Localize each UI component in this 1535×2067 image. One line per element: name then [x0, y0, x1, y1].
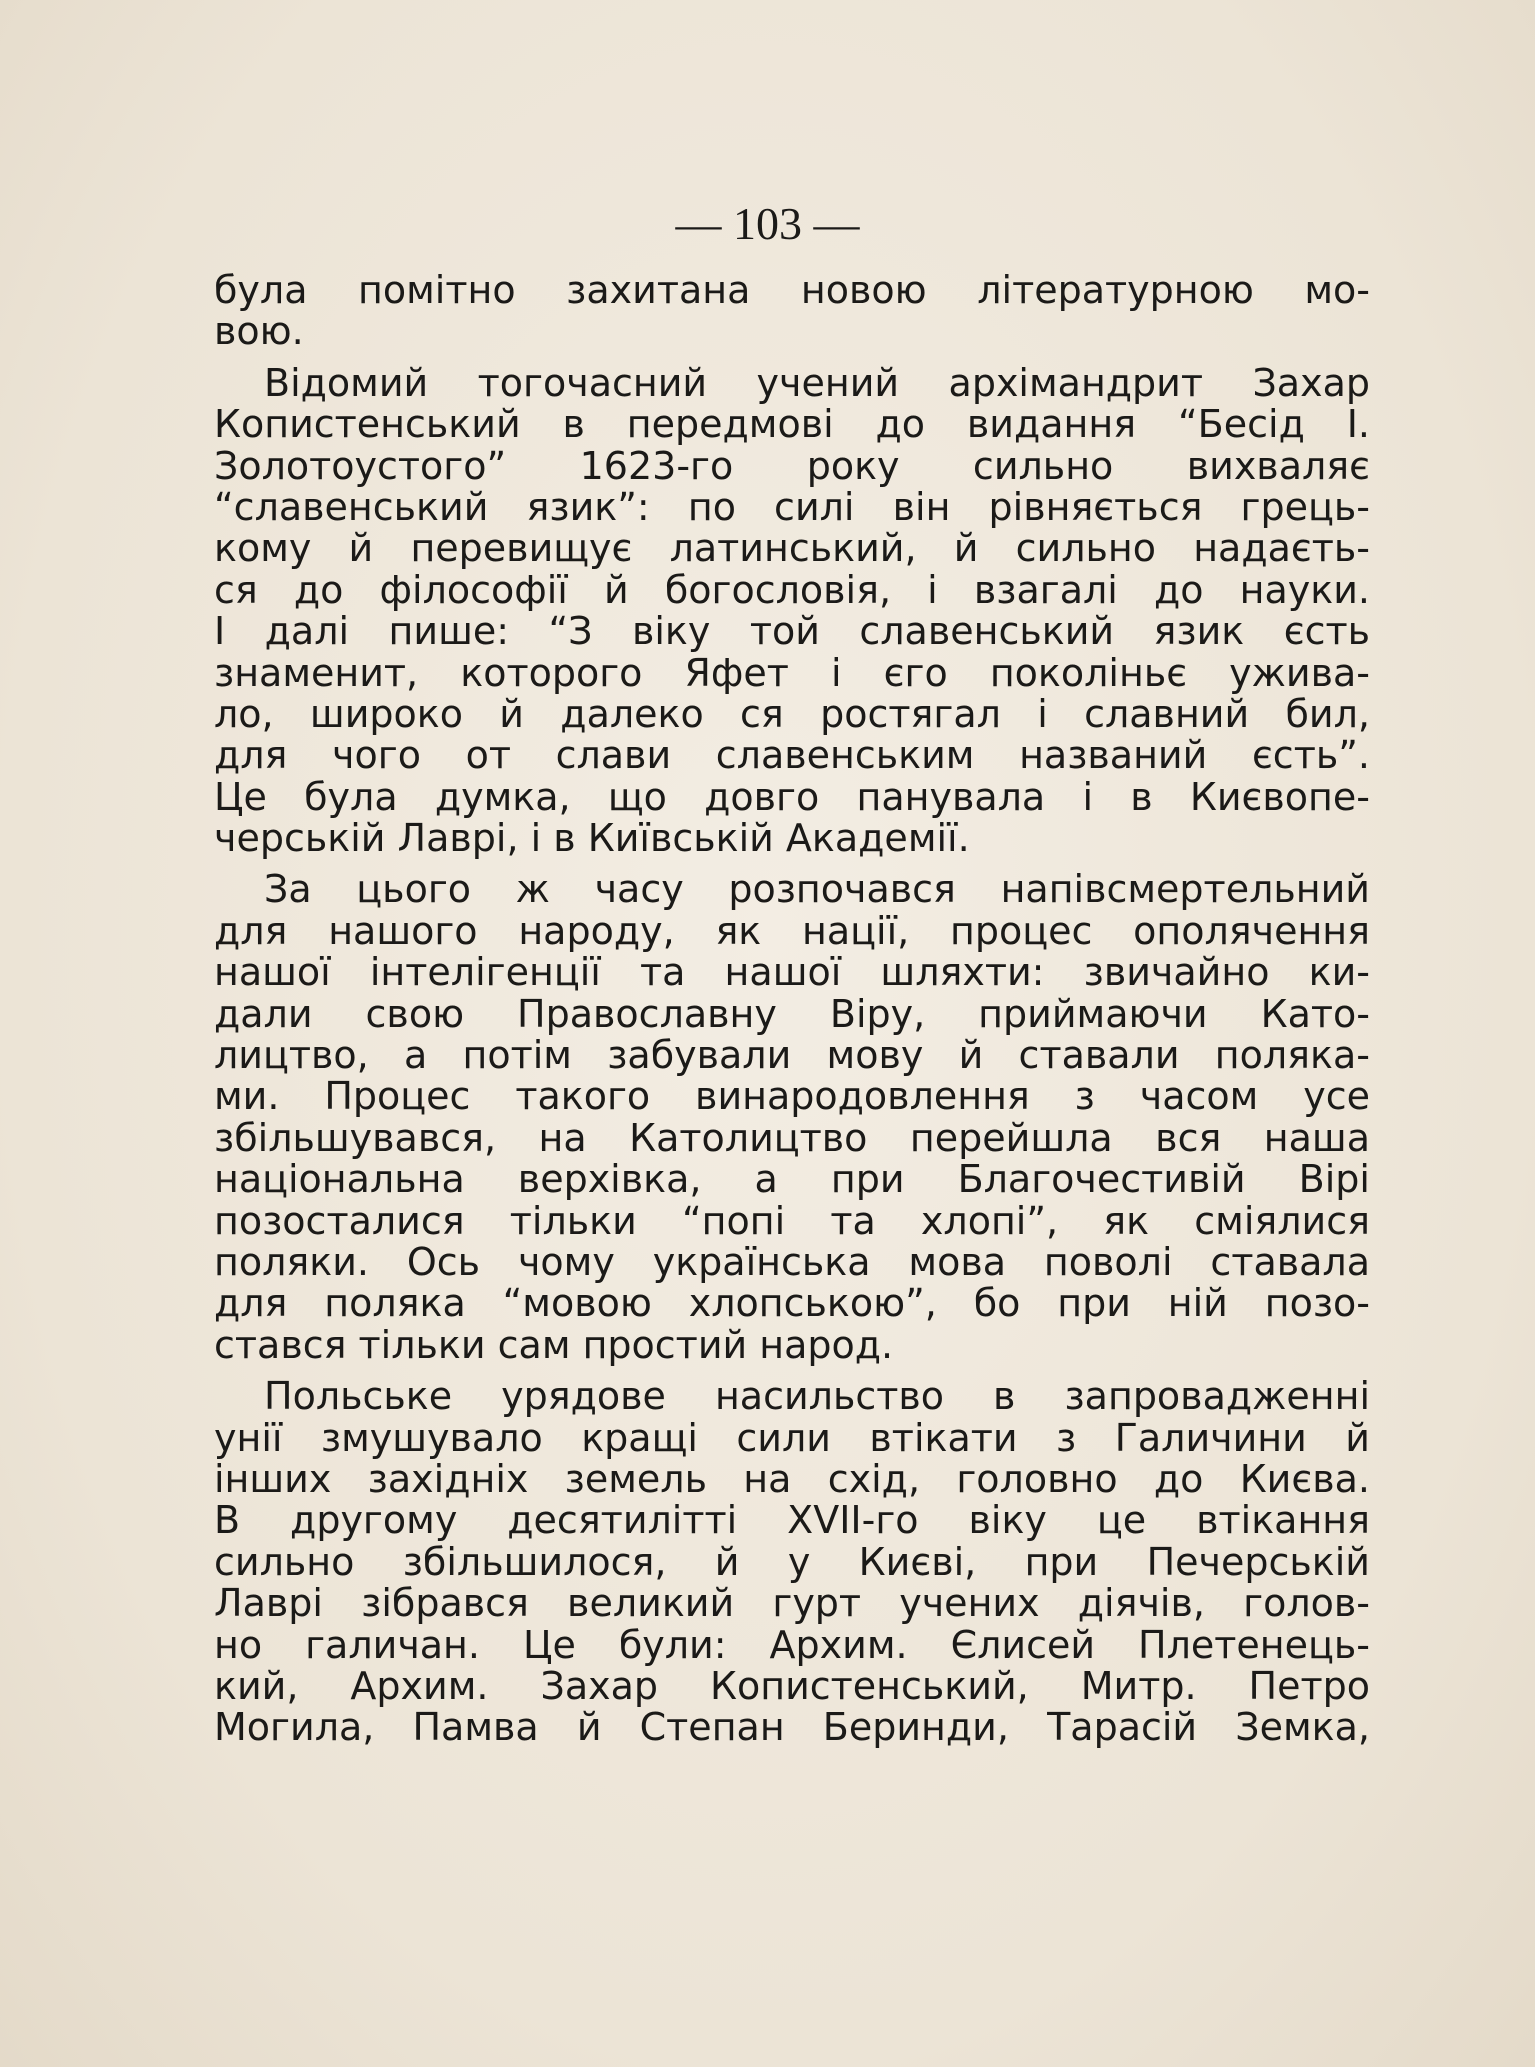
text-line: За цього ж часу розпочався напівсмертельний [264, 867, 1370, 912]
text-line: Лаврі зібрався великий гурт учених діячів, голов- [214, 1581, 1370, 1626]
text-line: Могила, Памва й Степан Беринди, Тарасій Земка, [214, 1705, 1370, 1750]
paragraph [214, 869, 1370, 1366]
paragraph [214, 1376, 1370, 1749]
text-line: була помітно захитана новою літературною мо- [214, 268, 1370, 312]
text-line: Польське урядове насильство в запровадженні [264, 1374, 1370, 1419]
paragraph [214, 360, 1370, 861]
text-line: знаменит, которого Яфет і єго поколіньє ужива- [214, 650, 1370, 695]
text-line: “славенський язик”: по силі він рівняється грець- [214, 484, 1370, 529]
text-line: поляки. Ось чому українська мова поволі ставала [214, 1239, 1370, 1284]
text-line: Відомий тогочасний учений архімандрит Захар [264, 360, 1370, 405]
text-line: ло, широко й далеко ся ростягал і славний бил, [214, 691, 1370, 736]
text-line: черській Лаврі, і в Київській Академії. [214, 816, 970, 861]
text-line: національна верхівка, а при Благочестивій Вірі [214, 1157, 1370, 1202]
text-line: вою. [214, 309, 304, 354]
text-line: кому й перевищує латинський, й сильно надаєть- [214, 526, 1370, 571]
body-text [214, 270, 1370, 1749]
text-line: позосталися тільки “попі та хлопі”, як сміялися [214, 1198, 1370, 1243]
text-line: нашої інтелігенції та нашої шляхти: звичайно ки- [214, 950, 1370, 995]
paragraph [214, 270, 1370, 353]
text-line: для нашого народу, як нації, процес ополячення [214, 908, 1370, 953]
text-line: ся до філософії й богословія, і взагалі до науки. [214, 567, 1370, 612]
text-line: кий, Архим. Захар Копистенський, Митр. Петро [214, 1663, 1370, 1708]
text-line: стався тільки сам простий народ. [214, 1322, 894, 1367]
text-line: В другому десятилітті XVII-го віку це втікання [214, 1498, 1370, 1543]
text-line: лицтво, а потім забували мову й ставали поляка- [214, 1033, 1370, 1078]
text-line: Це була думка, що довго панувала і в Києвопе- [214, 774, 1370, 819]
text-line: Копистенський в передмові до видання “Бесід І. [214, 402, 1370, 447]
text-line: Золотоустого” 1623-го року сильно вихваляє [214, 443, 1370, 488]
text-line: І далі пише: “З віку той славенський язик єсть [214, 609, 1370, 654]
text-line: інших західніх земель на схід, головно до Києва. [214, 1456, 1370, 1501]
text-line: но галичан. Це були: Архим. Єлисей Плетенець- [214, 1622, 1370, 1667]
text-line: збільшувався, на Католицтво перейшла вся наша [214, 1115, 1370, 1160]
page-number: — 103 — [675, 198, 860, 249]
text-line: сильно збільшилося, й у Києві, при Печерській [214, 1539, 1370, 1584]
text-line: ми. Процес такого винародовлення з часом усе [214, 1074, 1370, 1119]
text-line: для поляка “мовою хлопською”, бо при ній позо- [214, 1281, 1370, 1326]
text-line: для чого от слави славенським названий єсть”. [214, 733, 1370, 778]
text-line: унії змушувало кращі сили втікати з Галичини й [214, 1415, 1370, 1460]
text-line: дали свою Православну Віру, приймаючи Като- [214, 991, 1370, 1036]
